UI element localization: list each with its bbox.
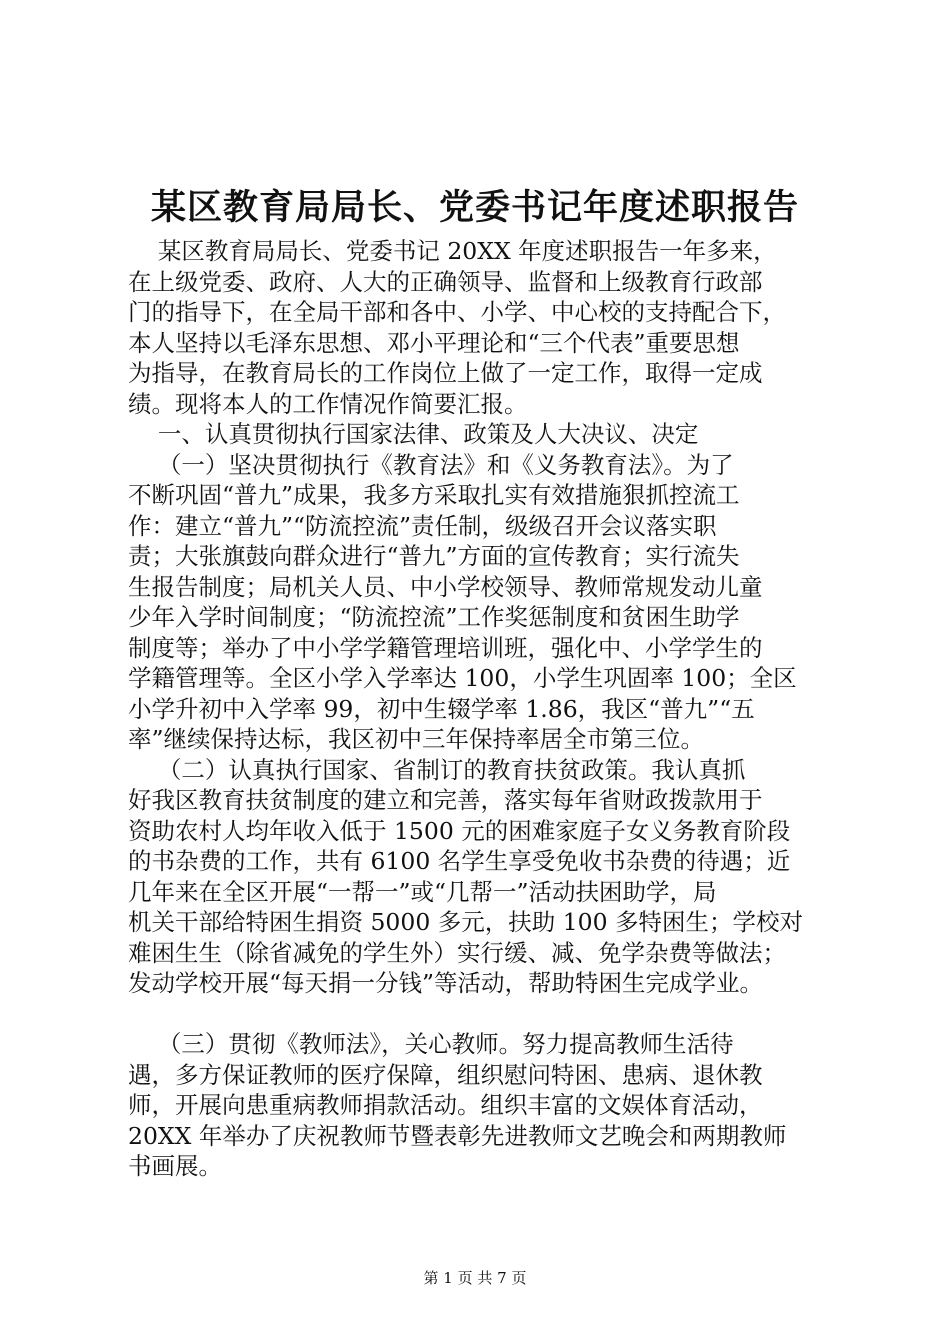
- body-text-line: 20XX 年举办了庆祝教师节暨表彰先进教师文艺晚会和两期教师: [128, 1121, 787, 1150]
- body-text-line: 本人坚持以毛泽东思想、邓小平理论和“三个代表”重要思想: [128, 328, 740, 357]
- body-text-line: 几年来在全区开展“一帮一”或“几帮一”活动扶困助学，局: [128, 877, 717, 906]
- document-title: 某区教育局局长、党委书记年度述职报告: [150, 187, 799, 228]
- body-text-line: 在上级党委、政府、人大的正确领导、监督和上级教育行政部: [128, 267, 763, 296]
- body-text-line: 遇，多方保证教师的医疗保障，组织慰问特困、患病、退休教: [128, 1060, 763, 1089]
- paragraph-gap: [128, 999, 848, 1030]
- body-text-line: 机关干部给特困生捐资 5000 多元，扶助 100 多特困生；学校对: [128, 908, 804, 936]
- body-text-line: （二）认真执行国家、省制订的教育扶贫政策。我认真抓: [128, 755, 746, 784]
- body-text-line: 书画展。: [128, 1152, 222, 1180]
- body-text-line: （三）贯彻《教师法》，关心教师。努力提高教师生活待: [128, 1030, 734, 1058]
- body-text-line: 的书杂费的工作，共有 6100 名学生享受免收书杂费的待遇；近: [128, 847, 791, 875]
- body-text-line: 资助农村人均年收入低于 1500 元的困难家庭子女义务教育阶段: [128, 816, 791, 845]
- body-text-line: 难困生生（除省减免的学生外）实行缓、减、免学杂费等做法；: [128, 938, 786, 967]
- body-text-line: 制度等；举办了中小学学籍管理培训班，强化中、小学学生的: [128, 633, 763, 662]
- page-number-footer: 第 1 页 共 7 页: [423, 1269, 527, 1287]
- body-text-line: 生报告制度；局机关人员、中小学校领导、教师常规发动儿童: [128, 572, 763, 601]
- body-text-line: 师，开展向患重病教师捐款活动。组织丰富的文娱体育活动，: [128, 1091, 763, 1119]
- body-text-line: 责；大张旗鼓向群众进行“普九”方面的宣传教育；实行流失: [128, 542, 740, 570]
- body-text-line: 绩。现将本人的工作情况作简要汇报。: [128, 389, 528, 418]
- body-text-line: 不断巩固“普九”成果，我多方采取扎实有效措施狠抓控流工: [128, 481, 740, 509]
- body-text-line: 一、认真贯彻执行国家法律、政策及人大决议、决定: [128, 420, 699, 448]
- document-body: [128, 236, 848, 1182]
- body-text-line: （一）坚决贯彻执行《教育法》和《义务教育法》。为了: [128, 450, 734, 479]
- body-text-line: 为指导，在教育局长的工作岗位上做了一定工作，取得一定成: [128, 359, 763, 387]
- body-text-line: 好我区教育扶贫制度的建立和完善，落实每年省财政拨款用于: [128, 786, 763, 814]
- body-text-line: 门的指导下，在全局干部和各中、小学、中心校的支持配合下，: [128, 298, 786, 326]
- body-text-line: 小学升初中入学率 99，初中生辍学率 1.86，我区“普九”“五: [128, 694, 755, 723]
- body-text-line: 某区教育局局长、党委书记 20XX 年度述职报告一年多来，: [128, 237, 777, 265]
- body-text-line: 少年入学时间制度；“防流控流”工作奖惩制度和贫困生助学: [128, 603, 740, 631]
- body-text-line: 学籍管理等。全区小学入学率达 100，小学生巩固率 100；全区: [128, 664, 797, 692]
- body-text-line: 率”继续保持达标，我区初中三年保持率居全市第三位。: [128, 725, 705, 753]
- body-text-line: 发动学校开展“每天捐一分钱”等活动，帮助特困生完成学业。: [128, 969, 764, 997]
- body-text-line: 作：建立“普九”“防流控流”责任制，级级召开会议落实职: [128, 511, 717, 540]
